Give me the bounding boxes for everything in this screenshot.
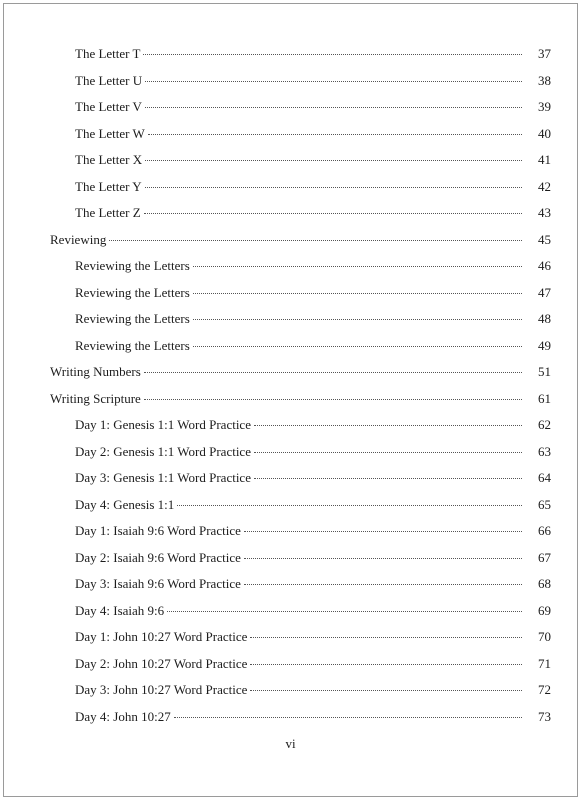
toc-entry-title: The Letter T (75, 46, 141, 61)
toc-entry (4, 389, 577, 409)
toc-entry-page-number: 40 (538, 125, 551, 141)
toc-entry-page-number: 67 (538, 549, 551, 565)
dot-leader (254, 452, 522, 453)
toc-entry (4, 362, 577, 382)
toc-entry (4, 150, 577, 170)
toc-entry-title: Day 4: Isaiah 9:6 (75, 602, 165, 618)
dot-leader (143, 54, 522, 55)
dot-leader (109, 240, 522, 241)
dot-leader (144, 399, 522, 400)
toc-entry-page-number: 65 (538, 496, 551, 512)
dot-leader (193, 319, 522, 320)
toc-entry (4, 680, 577, 700)
page-number: vi (285, 736, 296, 751)
toc-entry-page-number: 42 (538, 178, 551, 194)
toc-entry-title: The Letter V (75, 99, 142, 114)
toc-entry (4, 468, 577, 488)
dot-leader (250, 637, 522, 638)
toc-entry (4, 71, 577, 91)
toc-entry (4, 44, 577, 64)
toc-entry-title: Day 4: Genesis 1:1 (75, 496, 175, 512)
toc-entry (4, 654, 577, 674)
toc-entry-page-number: 43 (538, 205, 551, 220)
toc-entry-page-number: 48 (538, 311, 551, 326)
toc-entry-title: The Letter Z (75, 205, 141, 220)
toc-entry-page-number: 51 (538, 364, 551, 379)
toc-entry-page-number: 72 (538, 682, 551, 697)
toc-entry (4, 415, 577, 435)
toc-entry-page-number: 47 (538, 284, 551, 300)
dot-leader (244, 584, 522, 585)
toc-entry-title: Day 3: Isaiah 9:6 Word Practice (75, 576, 241, 591)
dot-leader (167, 611, 522, 612)
toc-entry-page-number: 63 (538, 443, 551, 459)
dot-leader (193, 346, 522, 347)
toc-entry (4, 256, 577, 276)
document-page (3, 3, 578, 797)
dot-leader (250, 690, 522, 691)
toc-entry-title: The Letter U (75, 72, 143, 88)
toc-entry-title: Day 2: Genesis 1:1 Word Practice (75, 443, 251, 459)
toc-entry (4, 97, 577, 117)
toc-entry-page-number: 49 (538, 337, 551, 353)
toc-entry-title: The Letter X (75, 152, 143, 167)
dot-leader (145, 107, 522, 108)
dot-leader (244, 531, 522, 532)
toc-entry-page-number: 61 (538, 390, 551, 406)
toc-entry-title: Writing Scripture (50, 390, 141, 406)
toc-entry-page-number: 71 (538, 655, 551, 671)
toc-entry-page-number: 41 (538, 152, 551, 167)
toc-entry-page-number: 39 (538, 99, 551, 114)
dot-leader (177, 505, 522, 506)
dot-leader (144, 213, 522, 214)
toc-entry-title: Reviewing the Letters (75, 311, 190, 326)
dot-leader (244, 558, 522, 559)
toc-entry (4, 574, 577, 594)
dot-leader (254, 425, 522, 426)
toc-entry-title: Reviewing (50, 231, 107, 247)
toc-entry (4, 627, 577, 647)
toc-entry-page-number: 73 (538, 708, 551, 724)
toc-entry (4, 521, 577, 541)
dot-leader (254, 478, 522, 479)
dot-leader (174, 717, 522, 718)
toc-entry-title: Day 1: John 10:27 Word Practice (75, 629, 248, 644)
toc-entry (4, 336, 577, 356)
dot-leader (144, 372, 522, 373)
toc-entry (4, 309, 577, 329)
toc-entry-title: Writing Numbers (50, 364, 141, 379)
toc-entry-title: Reviewing the Letters (75, 284, 190, 300)
toc-entry (4, 442, 577, 462)
toc-entry-page-number: 68 (538, 576, 551, 591)
toc-entry-page-number: 62 (538, 417, 551, 432)
toc-entry-title: Day 4: John 10:27 (75, 708, 171, 724)
dot-leader (145, 81, 522, 82)
toc-entry-page-number: 38 (538, 72, 551, 88)
toc-entry (4, 707, 577, 727)
toc-entry-title: Reviewing the Letters (75, 258, 190, 273)
toc-entry-title: Day 3: Genesis 1:1 Word Practice (75, 470, 251, 485)
toc-entry-page-number: 69 (538, 602, 551, 618)
toc-entry-page-number: 64 (538, 470, 551, 485)
toc-entry (4, 601, 577, 621)
toc-entry-title: The Letter W (75, 125, 145, 141)
toc-entry-title: Day 2: John 10:27 Word Practice (75, 655, 248, 671)
toc-entry (4, 177, 577, 197)
dot-leader (193, 266, 522, 267)
toc-entry-title: Reviewing the Letters (75, 337, 190, 353)
toc-entry (4, 203, 577, 223)
toc-entry-title: The Letter Y (75, 178, 142, 194)
toc-entry-title: Day 1: Isaiah 9:6 Word Practice (75, 523, 241, 538)
dot-leader (145, 187, 522, 188)
toc-entry (4, 124, 577, 144)
toc-entry-page-number: 46 (538, 258, 551, 273)
toc-entry (4, 283, 577, 303)
toc-entry-title: Day 3: John 10:27 Word Practice (75, 682, 248, 697)
toc-entry-page-number: 66 (538, 523, 551, 538)
dot-leader (145, 160, 522, 161)
dot-leader (193, 293, 522, 294)
toc-entry (4, 495, 577, 515)
dot-leader (250, 664, 522, 665)
toc-entry-title: Day 2: Isaiah 9:6 Word Practice (75, 549, 241, 565)
toc-entry-title: Day 1: Genesis 1:1 Word Practice (75, 417, 251, 432)
toc-entry (4, 548, 577, 568)
toc-entry-page-number: 37 (538, 46, 551, 61)
toc-entry-page-number: 70 (538, 629, 551, 644)
toc-entry-page-number: 45 (538, 231, 551, 247)
dot-leader (148, 134, 522, 135)
toc-entry (4, 230, 577, 250)
